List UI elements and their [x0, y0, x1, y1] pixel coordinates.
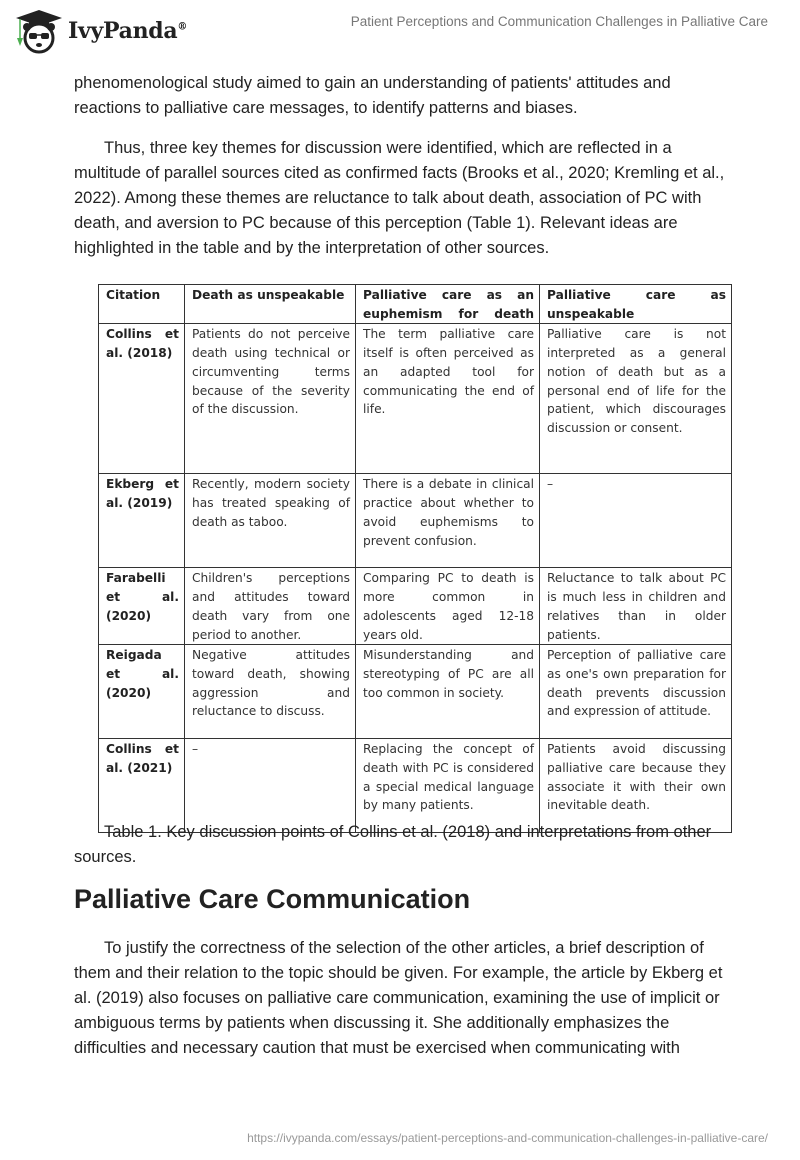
table-cell: There is a debate in clinical practice about whether to avoid euphemisms to prevent confusion.	[356, 474, 540, 568]
table-cell: Reluctance to talk about PC is much less in children and relatives than in older patients.	[540, 568, 732, 645]
table-cell: Misunderstanding and stereotyping of PC are all too common in society.	[356, 645, 540, 739]
column-header: Death as unspeakable	[185, 285, 356, 324]
themes-table	[98, 284, 731, 833]
table-cell: Replacing the concept of death with PC is considered a special medical language by many patients.	[356, 739, 540, 833]
table-row	[99, 645, 732, 739]
paragraph-text: To justify the correctness of the selection of the other articles, a brief description of them and their relation to the topic should be given. For example, the article by Ekberg et al. (2019) also focuses on palliative care communication, examining the use of implicit or ambiguous terms by patients when discussing it. She additionally emphasizes the difficulties and necessary caution that must be exercised when communicating with	[74, 939, 723, 1057]
panda-graduate-icon	[12, 8, 66, 54]
table-cell: Perception of palliative care as one's own preparation for death prevents discussion and expression of attitude.	[540, 645, 732, 739]
page-header	[0, 0, 800, 60]
column-header: Citation	[99, 285, 185, 324]
table-cell: Patients do not perceive death using technical or circumventing terms because of the severity of the discussion.	[185, 324, 356, 474]
table-row	[99, 568, 732, 645]
brand-logo[interactable]	[12, 8, 187, 54]
table-cell: The term palliative care itself is often perceived as an adapted tool for communicating the end of life.	[356, 324, 540, 474]
citation-cell: Farabelli et al. (2020)	[99, 568, 185, 645]
table-row	[99, 474, 732, 568]
table-cell: Recently, modern society has treated speaking of death as taboo.	[185, 474, 356, 568]
document-title: Patient Perceptions and Communication Challenges in Palliative Care	[350, 14, 768, 29]
column-header: Palliative care as unspeakable	[540, 285, 732, 324]
table-caption	[74, 820, 734, 870]
table-cell: Negative attitudes toward death, showing aggression and reluctance to discuss.	[185, 645, 356, 739]
section-heading: Palliative Care Communication	[74, 884, 471, 914]
footer-url[interactable]: https://ivypanda.com/essays/patient-perceptions-and-communication-challenges-in-palliative-care/	[247, 1131, 768, 1145]
table-cell: Palliative care is not interpreted as a general notion of death but as a personal end of life for the patient, which discourages discussion or consent.	[540, 324, 732, 474]
brand-name: IvyPanda®	[68, 18, 188, 44]
table-cell: –	[540, 474, 732, 568]
citation-cell: Reigada et al. (2020)	[99, 645, 185, 739]
citation-cell: Collins et al. (2018)	[99, 324, 185, 474]
paragraph-communication	[74, 936, 734, 1061]
column-header: Palliative care as an euphemism for death	[356, 285, 540, 324]
citation-cell: Ekberg et al. (2019)	[99, 474, 185, 568]
paragraph-text: Thus, three key themes for discussion were identified, which are reflected in a multitude of parallel sources cited as confirmed facts (Brooks et al., 2020; Kremling et al., 2022). Among these themes are reluctance to talk about death, association of PC with death, and aversion to PC because of this perception (Table 1). Relevant ideas are highlighted in the table and by the interpretation of other sources.	[74, 139, 725, 257]
table-row	[99, 324, 732, 474]
paragraph-intro	[74, 71, 734, 121]
table-cell: –	[185, 739, 356, 833]
citation-cell: Collins et al. (2021)	[99, 739, 185, 833]
paragraph-text: phenomenological study aimed to gain an understanding of patients' attitudes and reactions to palliative care messages, to identify patterns and biases.	[74, 74, 671, 117]
paragraph-themes	[74, 136, 734, 261]
table-cell: Children's perceptions and attitudes toward death vary from one period to another.	[185, 568, 356, 645]
table-row	[99, 739, 732, 833]
table-cell: Comparing PC to death is more common in adolescents aged 12-18 years old.	[356, 568, 540, 645]
table-cell: Patients avoid discussing palliative care because they associate it with their own inevitable death.	[540, 739, 732, 833]
caption-text: Table 1. Key discussion points of Collins et al. (2018) and interpretations from other sources.	[74, 823, 712, 866]
table-header-row	[99, 285, 732, 324]
